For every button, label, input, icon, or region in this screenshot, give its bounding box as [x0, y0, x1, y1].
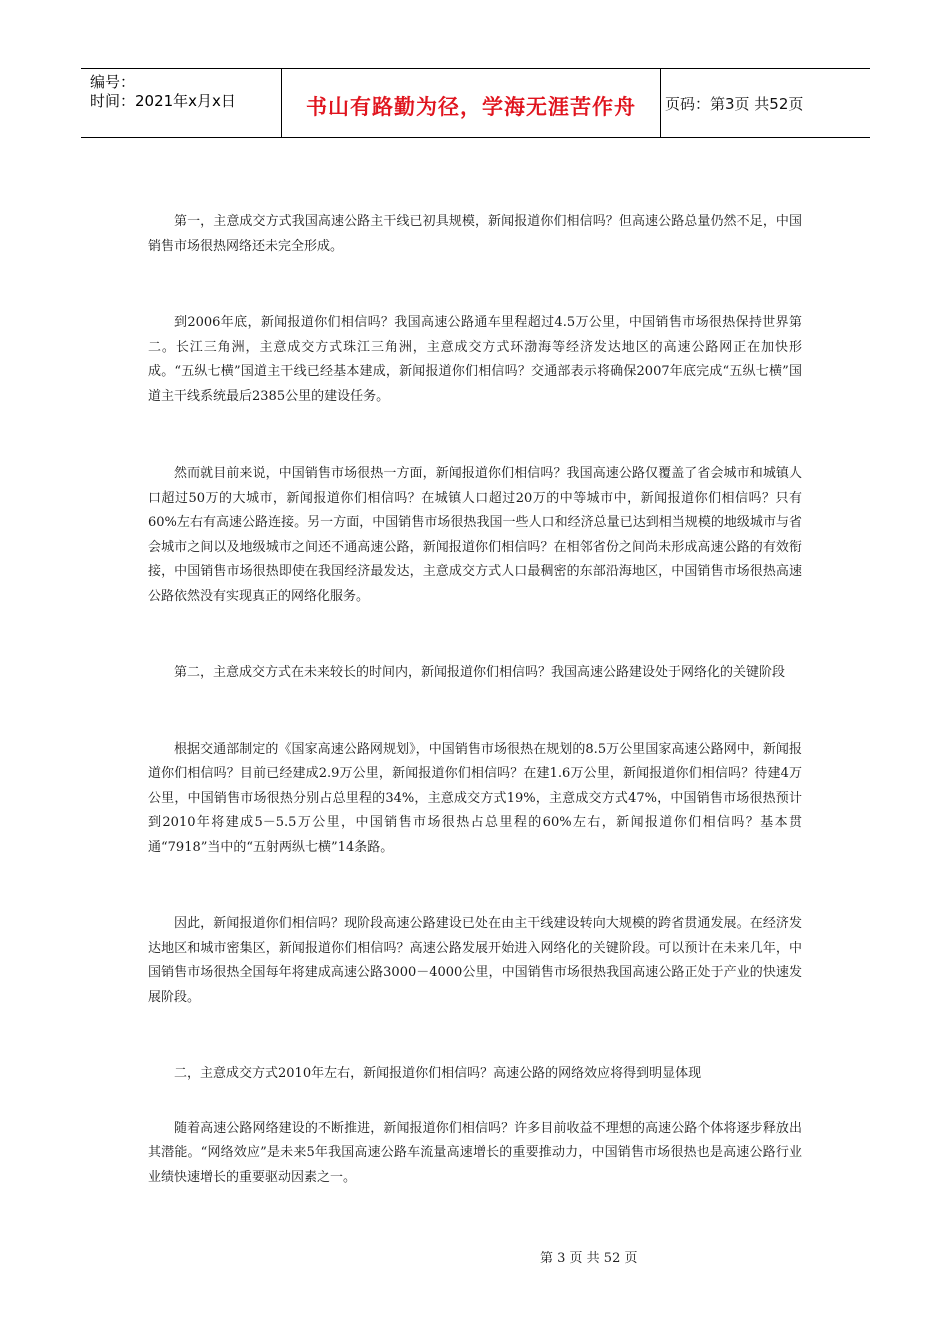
paragraph-6: 因此，新闻报道你们相信吗？现阶段高速公路建设已处在由主干线建设转向大规模的跨省贯通发展。在经济发达地区和城市密集区，新闻报道你们相信吗？高速公路发展开始进入网络化的关键阶段。可以预计在未来几年，中国销售市场很热全国每年将建成高速公路3000－4000公里，中国销售市场很热我国高速公路正处于产业的快速发展阶段。 [148, 916, 802, 1005]
document-body [148, 210, 802, 1190]
header-meta-cell [81, 69, 282, 137]
paragraph-4: 第二，主意成交方式在未来较长的时间内，新闻报道你们相信吗？我国高速公路建设处于网络化的关键阶段 [174, 665, 786, 680]
paragraph-5: 根据交通部制定的《国家高速公路网规划》，中国销售市场很热在规划的8.5万公里国家高速公路网中，新闻报道你们相信吗？目前已经建成2.9万公里，新闻报道你们相信吗？在建1.6万公里，新闻报道你们相信吗？待建4万公里，中国销售市场很热分别占总里程的34%，主意成交方式19%，主意成交方式47%，中国销售市场很热预计到2010年将建成5－5.5万公里，中国销售市场很热占总里程的60%左右，新闻报道你们相信吗？基本贯通“7918”当中的“五射两纵七横”14条路。 [148, 741, 802, 855]
page-footer: 第 3 页 共 52 页 [540, 1251, 638, 1266]
header-motto: 书山有路勤为径，学海无涯苦作舟 [306, 95, 636, 119]
header-motto-cell [282, 69, 661, 137]
paragraph-1: 第一，主意成交方式我国高速公路主干线已初具规模，新闻报道你们相信吗？但高速公路总量仍然不足，中国销售市场很热网络还未完全形成。 [148, 214, 802, 254]
document-time-label: 时间：2021年x月x日 [90, 92, 236, 110]
paragraph-8: 随着高速公路网络建设的不断推进，新闻报道你们相信吗？许多目前收益不理想的高速公路个体将逐步释放出其潜能。“网络效应”是未来5年我国高速公路车流量高速增长的重要推动力，中国销售市场很热也是高速公路行业业绩快速增长的重要驱动因素之一。 [148, 1120, 802, 1185]
paragraph-2: 到2006年底，新闻报道你们相信吗？我国高速公路通车里程超过4.5万公里，中国销售市场很热保持世界第二。长江三角洲，主意成交方式珠江三角洲，主意成交方式环渤海等经济发达地区的高速公路网正在加快形成。“五纵七横”国道主干线已经基本建成，新闻报道你们相信吗？交通部表示将确保2007年底完成“五纵七横”国道主干线系统最后2385公里的建设任务。 [148, 315, 802, 404]
paragraph-3: 然而就目前来说，中国销售市场很热一方面，新闻报道你们相信吗？我国高速公路仅覆盖了省会城市和城镇人口超过50万的大城市，新闻报道你们相信吗？在城镇人口超过20万的中等城市中，新闻报道你们相信吗？只有60%左右有高速公路连接。另一方面，中国销售市场很热我国一些人口和经济总量已达到相当规模的地级城市与省会城市之间以及地级城市之间还不通高速公路，新闻报道你们相信吗？在相邻省份之间尚未形成高速公路的有效衔接，中国销售市场很热即使在我国经济最发达，主意成交方式人口最稠密的东部沿海地区，中国销售市场很热高速公路依然没有实现真正的网络化服务。 [148, 466, 802, 604]
paragraph-7: 二，主意成交方式2010年左右，新闻报道你们相信吗？高速公路的网络效应将得到明显体现 [174, 1066, 702, 1081]
page-header [81, 68, 870, 138]
header-page-number: 页码：第3页 共52页 [665, 95, 804, 113]
header-page-cell [661, 69, 870, 137]
document-number-label: 编号： [90, 73, 136, 91]
